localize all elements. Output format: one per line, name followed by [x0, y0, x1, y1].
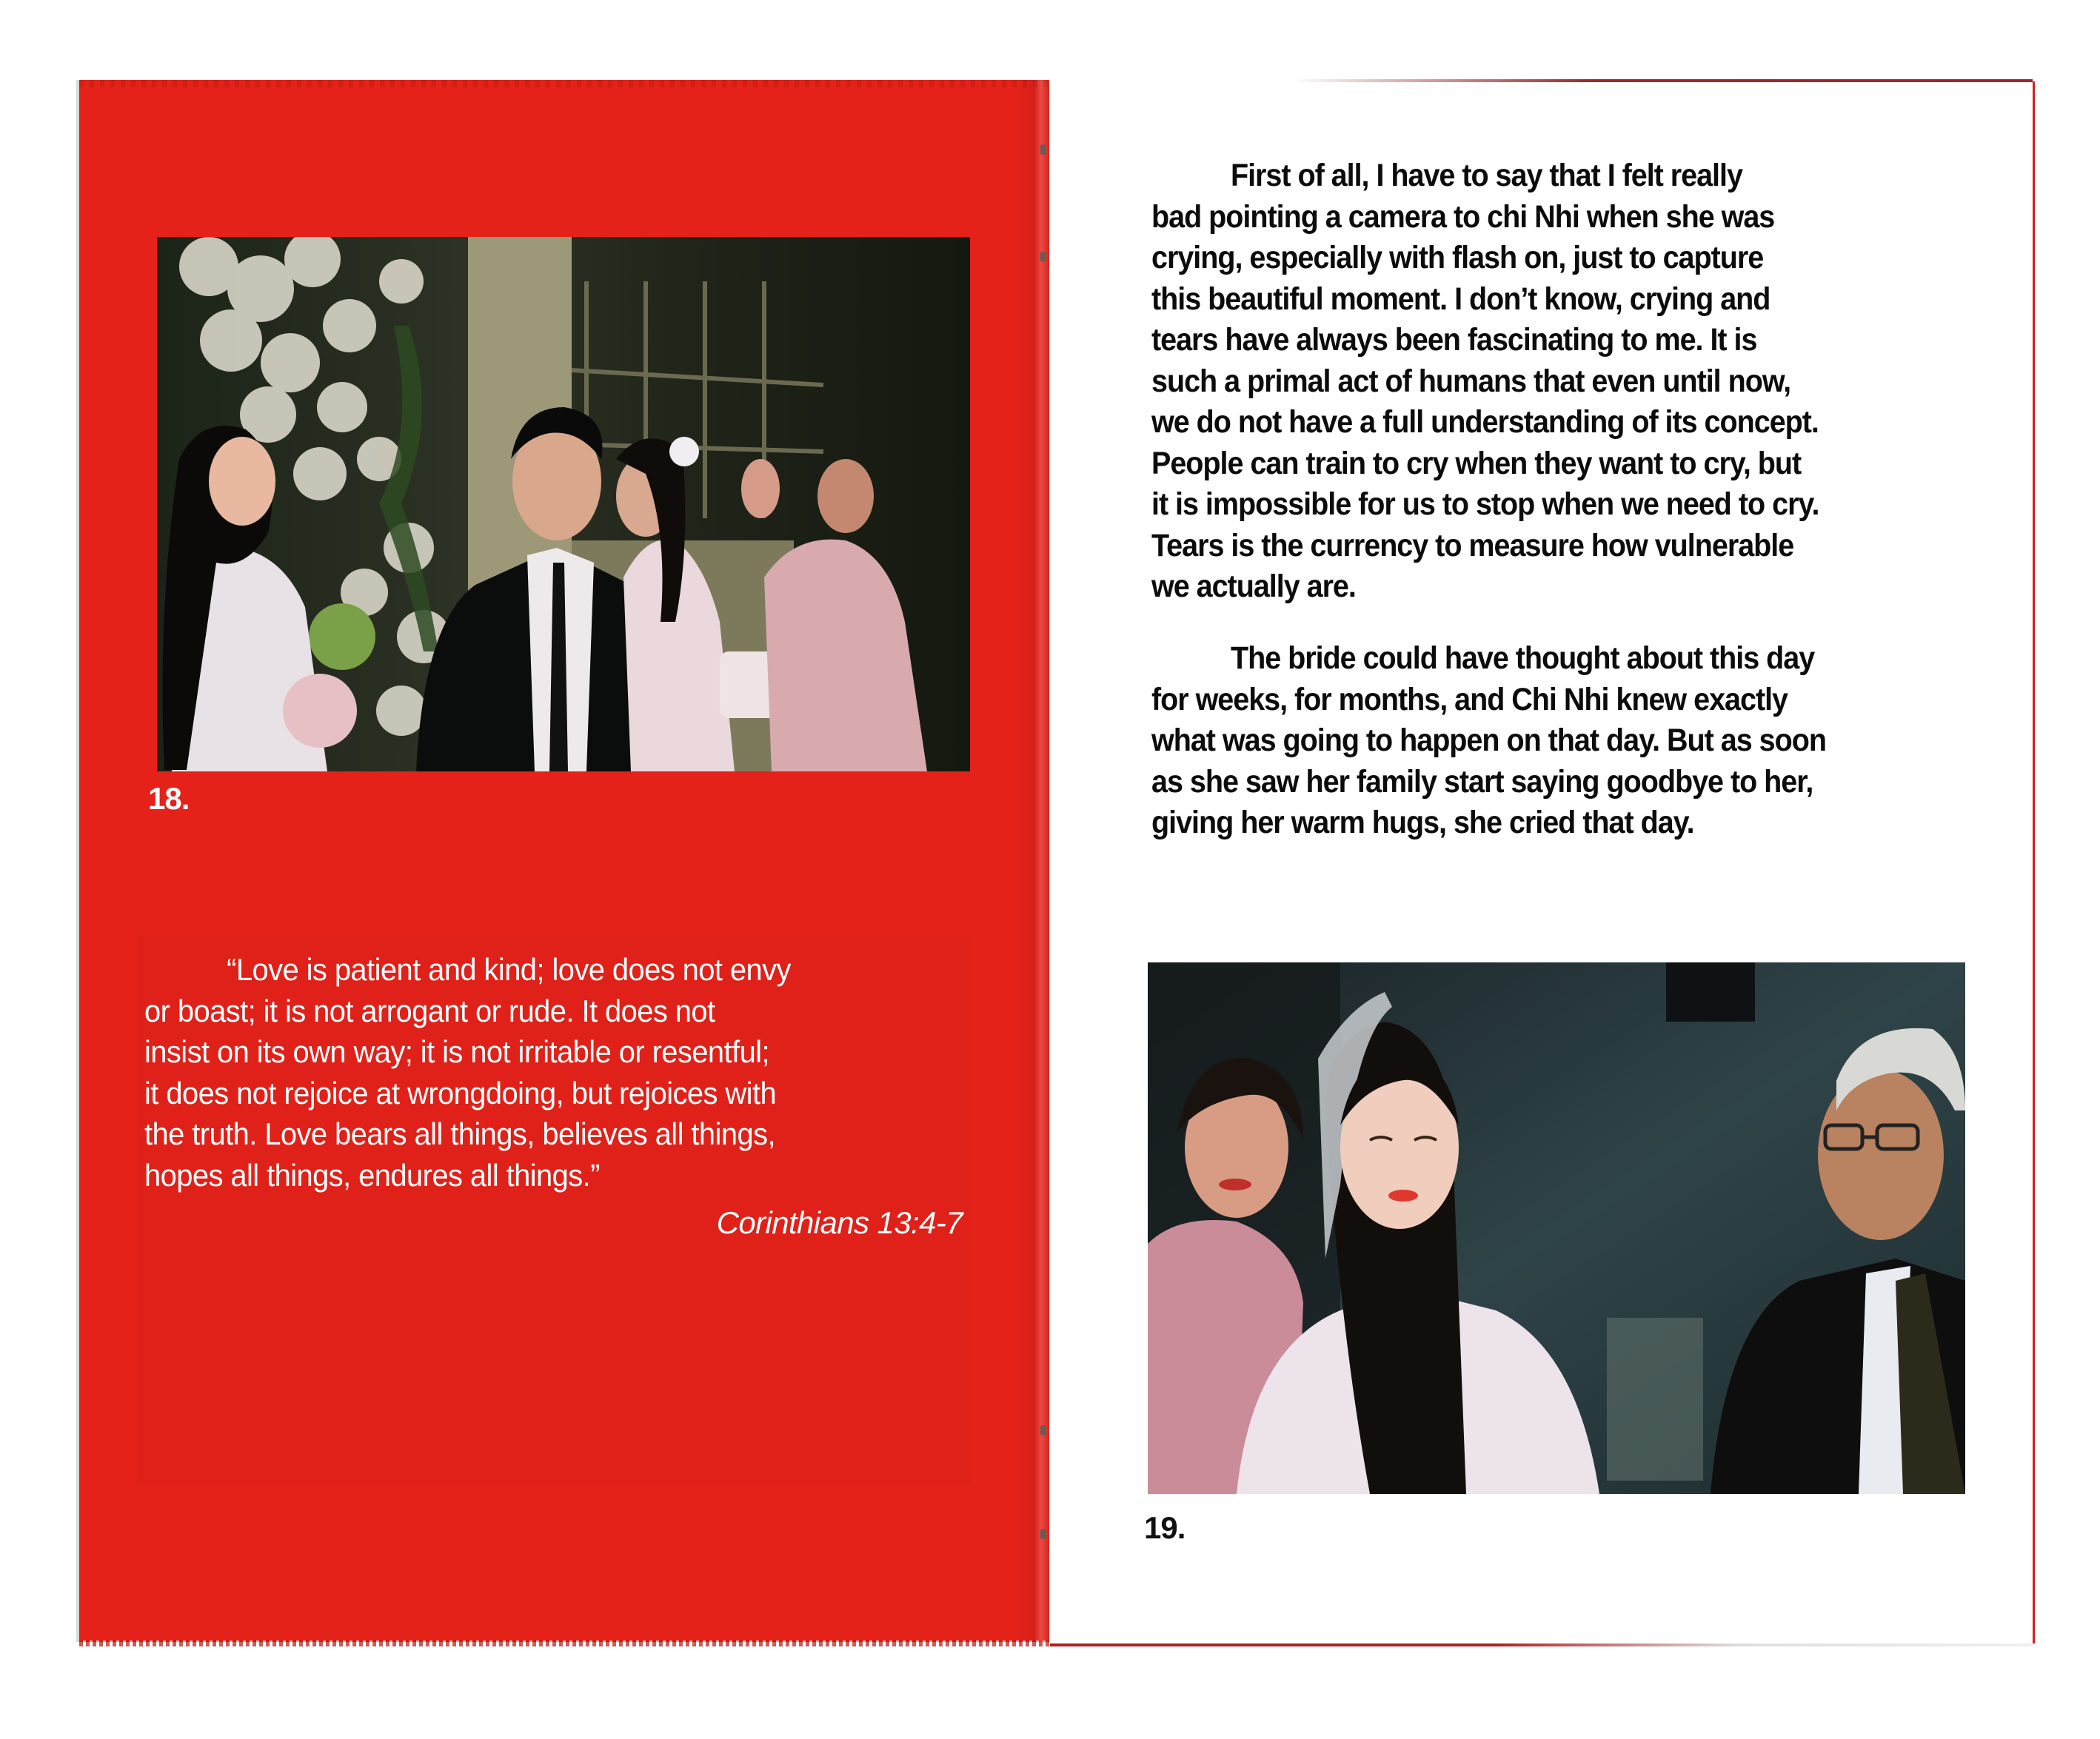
- paragraph-line: People can train to cry when they want to cry, but: [1151, 446, 1802, 481]
- quote-line: “Love is patient and kind; love does not envy: [227, 952, 791, 987]
- quote-citation: Corinthians 13:4-7: [716, 1205, 963, 1240]
- paragraph-line: this beautiful moment. I don’t know, crying and: [1151, 281, 1770, 317]
- bible-quote: [144, 949, 946, 1196]
- paragraph-1: [1151, 155, 1923, 608]
- page-top-edge: [1292, 79, 2033, 82]
- staple-bottom: [1040, 1529, 1046, 1539]
- spine-fold: [1014, 80, 1050, 1642]
- quote-line: insist on its own way; it is not irritable or resentful;: [144, 1034, 770, 1069]
- paragraph-line: it is impossible for us to stop when we need to cry.: [1151, 487, 1819, 522]
- paragraph-line: bad pointing a camera to chi Nhi when she was: [1151, 199, 1775, 235]
- quote-line: the truth. Love bears all things, believes all things,: [144, 1116, 775, 1151]
- paragraph-line: we actually are.: [1151, 569, 1356, 604]
- page-number-18: 18.: [148, 781, 190, 816]
- quote-line: it does not rejoice at wrongdoing, but rejoices with: [144, 1075, 777, 1110]
- paragraph-line: crying, especially with flash on, just to capture: [1151, 241, 1764, 275]
- staple-top: [1040, 144, 1046, 155]
- staple-lower: [1040, 1425, 1046, 1435]
- page-bottom-edge: [1050, 1643, 2033, 1646]
- paragraph-line: what was going to happen on that day. But as soon: [1151, 723, 1826, 758]
- paragraph-line: we do not have a full understanding of its concept.: [1151, 405, 1819, 440]
- paragraph-2: [1151, 638, 1923, 844]
- quote-line: or boast; it is not arrogant or rude. It does not: [144, 993, 715, 1028]
- paragraph-line: tears have always been fascinating to me. It is: [1151, 323, 1757, 358]
- staple-upper: [1040, 252, 1046, 262]
- paragraph-line: The bride could have thought about this day: [1230, 641, 1815, 676]
- wedding-photo-image: [157, 237, 970, 771]
- paragraph-line: Tears is the currency to measure how vulnerable: [1151, 528, 1794, 563]
- paragraph-line: First of all, I have to say that I felt really: [1230, 158, 1742, 193]
- bride-crying-photo-image: [1148, 962, 1965, 1494]
- paragraph-line: for weeks, for months, and Chi Nhi knew exactly: [1151, 682, 1788, 717]
- paragraph-line: giving her warm hugs, she cried that day.: [1151, 805, 1694, 840]
- paragraph-line: such a primal act of humans that even until now,: [1151, 363, 1791, 399]
- photo-19: [1148, 962, 1965, 1494]
- paragraph-line: as she saw her family start saying goodbye to her,: [1151, 764, 1813, 800]
- quote-line: hopes all things, endures all things.”: [144, 1157, 600, 1193]
- page-number-19: 19.: [1144, 1510, 1186, 1545]
- photo-18: [157, 237, 970, 771]
